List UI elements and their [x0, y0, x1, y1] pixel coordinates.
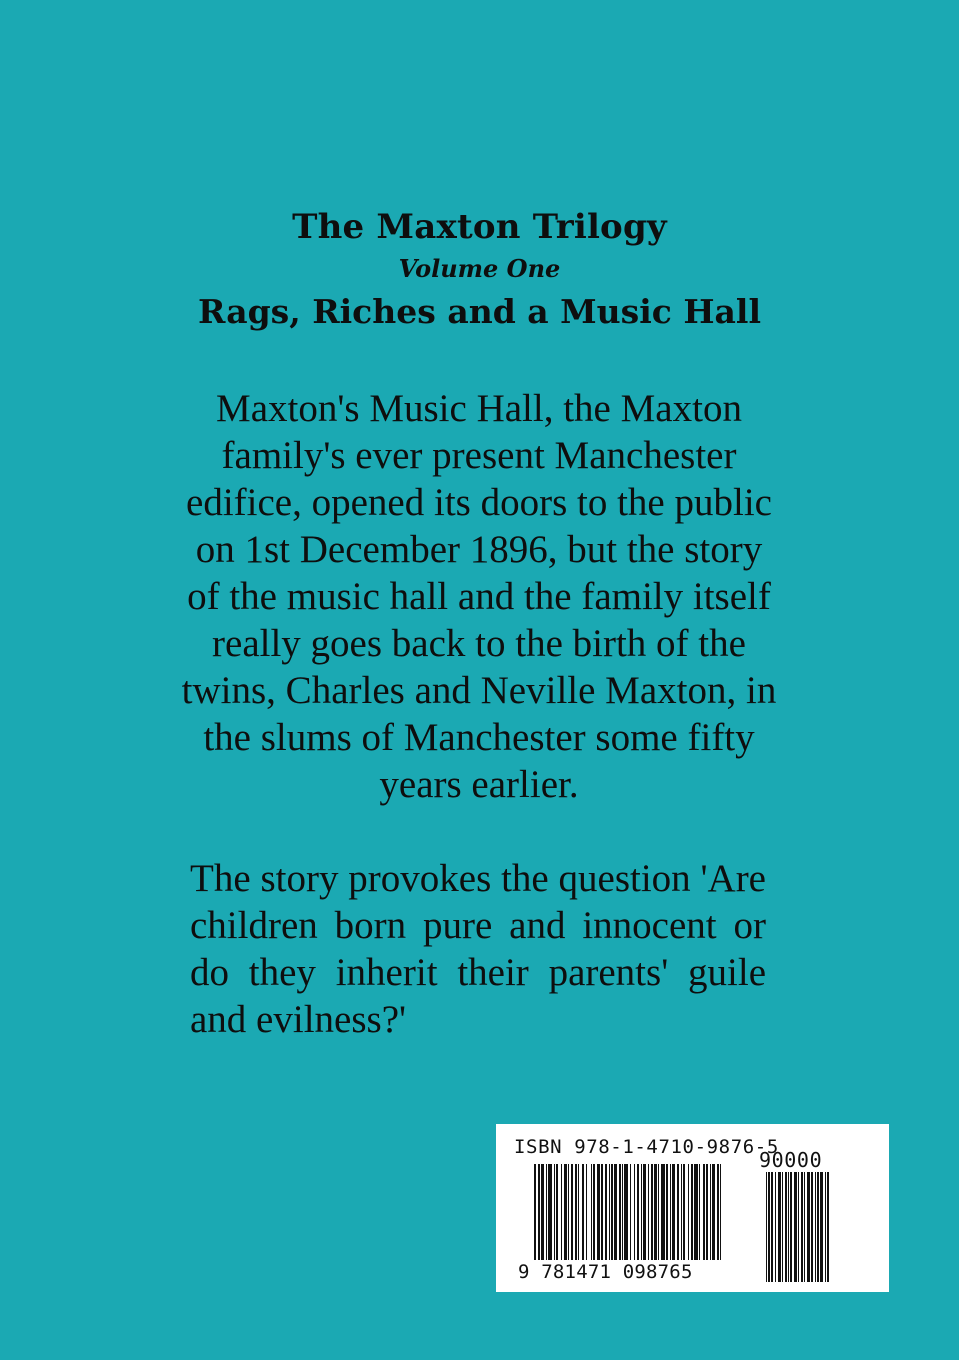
- barcode-bars: [534, 1164, 750, 1260]
- blurb-question: The story provokes the question 'Are children born pure and innocent or do they inherit their parents' guile and evilness?': [190, 857, 766, 1041]
- blurb-paragraph: Maxton's Music Hall, the Maxton family's ever present Manchester edifice, opened its doors to the public on 1st December 1896, but the story of the music hall and the family itself really goes back to the birth of the twins, Charles and Neville Maxton, in the slums of Manchester some fifty years earlier.: [181, 387, 777, 806]
- addon-barcode-bars: [766, 1172, 862, 1282]
- ean-digits: 9 781471 098765: [518, 1261, 693, 1283]
- book-title: Rags, Riches and a Music Hall: [198, 292, 761, 331]
- barcode-box: [496, 1124, 889, 1292]
- series-title: The Maxton Trilogy: [292, 207, 667, 247]
- isbn-label: ISBN 978-1-4710-9876-5: [514, 1136, 779, 1158]
- volume-label: Volume One: [398, 254, 561, 283]
- price-code: 90000: [759, 1148, 823, 1172]
